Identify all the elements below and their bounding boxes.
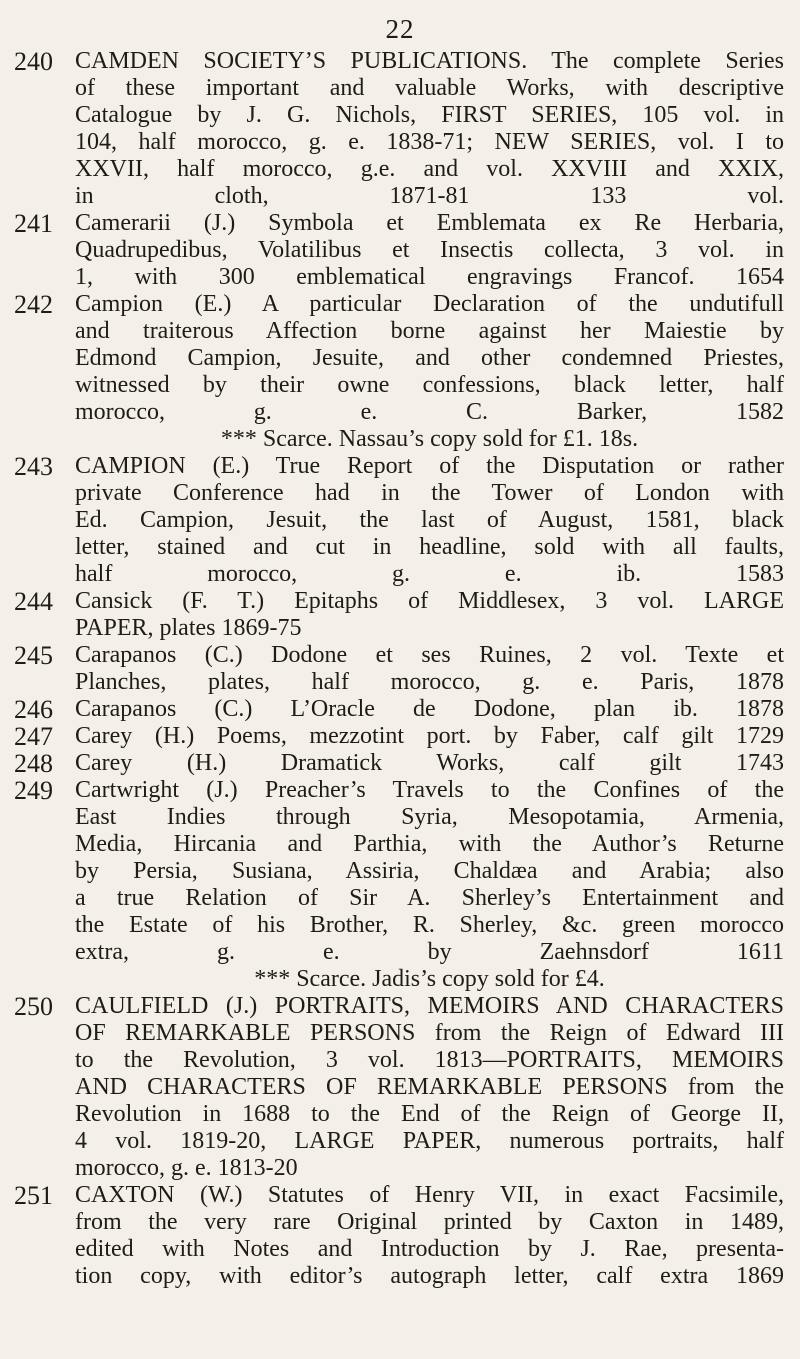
catalogue-entry	[14, 588, 784, 642]
entry-text-line: of these important and valuable Works, with descriptive	[75, 75, 784, 101]
entry-text-line: from the very rare Original printed by Caxton in 1489,	[75, 1209, 784, 1235]
entry-number: 244	[14, 587, 53, 616]
entry-text-line: edited with Notes and Introduction by J. Rae, presenta-	[75, 1236, 784, 1262]
entry-text-line: tion copy, with editor’s autograph letter, calf extra 1869	[75, 1263, 784, 1289]
entry-text-line: extra, g. e. by Zaehnsdorf 1611	[75, 939, 784, 965]
entry-text-line: private Conference had in the Tower of London with	[75, 480, 784, 506]
catalogue-entry	[14, 48, 784, 210]
entry-note: *** Scarce. Nassau’s copy sold for £1. 18s.	[220, 426, 639, 452]
entry-text-line: OF REMARKABLE PERSONS from the Reign of Edward III	[75, 1020, 784, 1046]
entry-number: 240	[14, 47, 53, 76]
catalogue-entry	[14, 210, 784, 291]
entry-text-line: by Persia, Susiana, Assiria, Chaldæa and Arabia; also	[75, 858, 784, 884]
entry-text-line: morocco, g. e. 1813-20	[75, 1155, 298, 1181]
entry-text-line: AND CHARACTERS OF REMARKABLE PERSONS from the	[75, 1074, 784, 1100]
entry-text-line: Carey (H.) Dramatick Works, calf gilt 1743	[75, 750, 784, 776]
entry-number: 250	[14, 992, 53, 1021]
catalogue-entry	[14, 750, 784, 777]
entry-text-line: half morocco, g. e. ib. 1583	[75, 561, 784, 587]
entry-number: 241	[14, 209, 53, 238]
entry-text-line: a true Relation of Sir A. Sherley’s Entertainment and	[75, 885, 784, 911]
entry-text-line: Ed. Campion, Jesuit, the last of August, 1581, black	[75, 507, 784, 533]
entry-text-line: CAMPION (E.) True Report of the Disputation or rather	[75, 453, 784, 479]
entry-number: 248	[14, 749, 53, 778]
catalogue-entry	[14, 642, 784, 696]
catalogue-entry	[14, 1182, 784, 1290]
entry-text-line: Cartwright (J.) Preacher’s Travels to the Confines of the	[75, 777, 784, 803]
entry-text-line: and traiterous Affection borne against her Maiestie by	[75, 318, 784, 344]
entry-text-line: the Estate of his Brother, R. Sherley, &c. green morocco	[75, 912, 784, 938]
entry-text-line: Media, Hircania and Parthia, with the Author’s Returne	[75, 831, 784, 857]
entry-text-line: Carey (H.) Poems, mezzotint port. by Faber, calf gilt 1729	[75, 723, 784, 749]
entry-number: 251	[14, 1181, 53, 1210]
catalogue-entry	[14, 291, 784, 453]
entry-text-line: Carapanos (C.) Dodone et ses Ruines, 2 vol. Texte et	[75, 642, 784, 668]
entry-text-line: letter, stained and cut in headline, sold with all faults,	[75, 534, 784, 560]
entry-text-line: witnessed by their owne confessions, black letter, half	[75, 372, 784, 398]
catalogue-entry	[14, 696, 784, 723]
entry-number: 245	[14, 641, 53, 670]
entry-number: 247	[14, 722, 53, 751]
catalogue-entry	[14, 777, 784, 993]
entry-text-line: PAPER, plates 1869-75	[75, 615, 302, 641]
entry-text-line: 4 vol. 1819-20, LARGE PAPER, numerous portraits, half	[75, 1128, 784, 1154]
entry-text-line: CAULFIELD (J.) PORTRAITS, MEMOIRS AND CHARACTERS	[75, 993, 784, 1019]
catalogue-entries	[14, 48, 784, 1290]
entry-number: 246	[14, 695, 53, 724]
entry-text-line: Camerarii (J.) Symbola et Emblemata ex Re Herbaria,	[75, 210, 784, 236]
entry-number: 243	[14, 452, 53, 481]
entry-text-line: in cloth, 1871-81 133 vol.	[75, 183, 784, 209]
page-number: 22	[385, 14, 415, 44]
entry-number: 242	[14, 290, 53, 319]
entry-text-line: to the Revolution, 3 vol. 1813—PORTRAITS, MEMOIRS	[75, 1047, 784, 1073]
catalogue-entry	[14, 723, 784, 750]
entry-text-line: morocco, g. e. C. Barker, 1582	[75, 399, 784, 425]
entry-text-line: Quadrupedibus, Volatilibus et Insectis collecta, 3 vol. in	[75, 237, 784, 263]
entry-text-line: Carapanos (C.) L’Oracle de Dodone, plan ib. 1878	[75, 696, 784, 722]
catalogue-entry	[14, 453, 784, 588]
entry-number: 249	[14, 776, 53, 805]
entry-text-line: Planches, plates, half morocco, g. e. Paris, 1878	[75, 669, 784, 695]
entry-text-line: XXVII, half morocco, g.e. and vol. XXVIII and XXIX,	[75, 156, 784, 182]
entry-text-line: CAXTON (W.) Statutes of Henry VII, in exact Facsimile,	[75, 1182, 784, 1208]
entry-text-line: Catalogue by J. G. Nichols, FIRST SERIES, 105 vol. in	[75, 102, 784, 128]
entry-text-line: 1, with 300 emblematical engravings Francof. 1654	[75, 264, 784, 290]
catalogue-entry	[14, 993, 784, 1182]
entry-text-line: Edmond Campion, Jesuite, and other condemned Priestes,	[75, 345, 784, 371]
entry-text-line: East Indies through Syria, Mesopotamia, Armenia,	[75, 804, 784, 830]
entry-text-line: CAMDEN SOCIETY’S PUBLICATIONS. The complete Series	[75, 48, 784, 74]
entry-text-line: 104, half morocco, g. e. 1838-71; NEW SERIES, vol. I to	[75, 129, 784, 155]
entry-note: *** Scarce. Jadis’s copy sold for £4.	[254, 966, 605, 992]
entry-text-line: Campion (E.) A particular Declaration of the undutifull	[75, 291, 784, 317]
entry-text-line: Revolution in 1688 to the End of the Reign of George II,	[75, 1101, 784, 1127]
entry-text-line: Cansick (F. T.) Epitaphs of Middlesex, 3 vol. LARGE	[75, 588, 784, 614]
